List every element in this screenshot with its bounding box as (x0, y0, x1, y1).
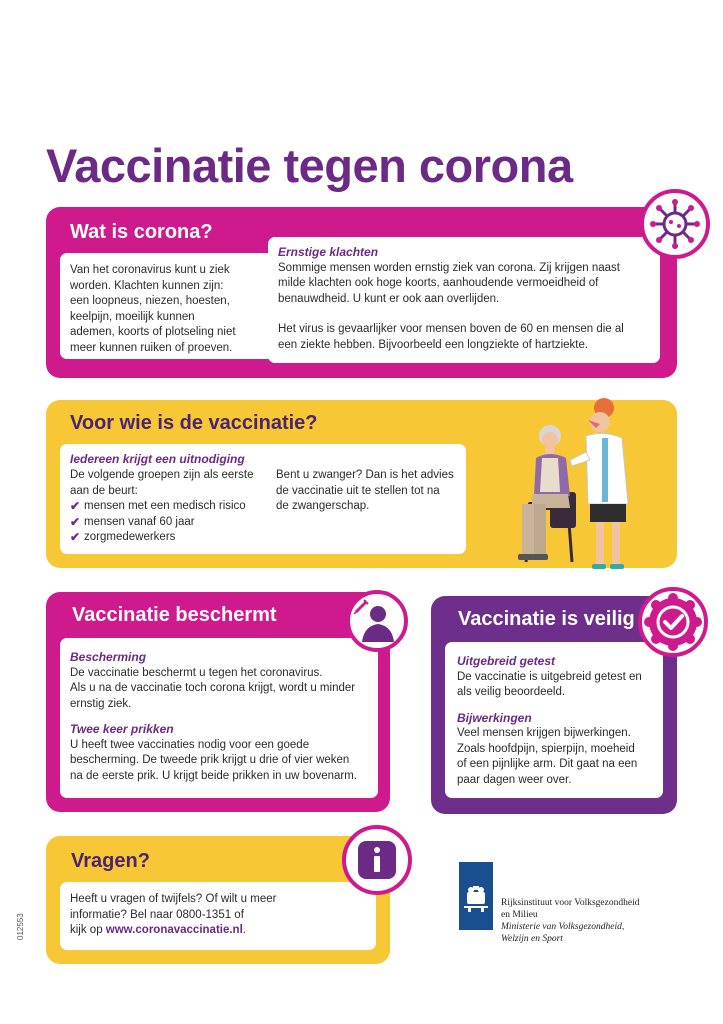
safe-heading: Vaccinatie is veilig (458, 608, 635, 630)
two-shots-line: U heeft twee vaccinaties nodig voor een goede (70, 738, 310, 751)
two-shots-line: bescherming. De tweede prik krijgt u drie of vier weken (70, 754, 350, 766)
pregnancy-line: Bent u zwanger? Dan is het advies (276, 469, 454, 481)
protection-line: ernstig ziek. (70, 697, 132, 710)
symptoms-line: ademen, koorts of plotseling niet (70, 326, 236, 338)
questions-line: informatie? Bel naar 0800-1351 of (70, 908, 244, 921)
symptoms-line: meer kunnen ruiken of proeven. (70, 341, 233, 354)
severe-line: benauwdheid. U kunt er ook aan overlijden. (278, 292, 500, 305)
protects-box (60, 638, 378, 798)
protection-subheading: Bescherming (70, 650, 147, 664)
corona-card (46, 207, 677, 378)
side-effects-line: Veel mensen krijgen bijwerkingen. (457, 727, 631, 739)
two-shots-line: na de eerste prik. U krijgt beide prikken in uw bovenarm. (70, 769, 358, 782)
groups-intro: aan de beurt: (70, 484, 138, 497)
corona-severe-box (268, 237, 660, 363)
protection-line: De vaccinatie beschermt u tegen het coronavirus. (70, 666, 323, 679)
list-item: ✔ mensen met een medisch risico (70, 499, 246, 513)
side-effects-line: Zoals hoofdpijn, spierpijn, moeheid (457, 742, 635, 755)
checkmark-seal-icon (638, 587, 708, 657)
risk-line: een ziekte hebben. Bijvoorbeeld een longziekte of hartziekte. (278, 338, 589, 351)
check-icon: ✔ (70, 514, 81, 529)
org-line: en Milieu (501, 910, 538, 920)
list-item: ✔ mensen vanaf 60 jaar (70, 514, 195, 529)
check-icon: ✔ (70, 530, 81, 544)
questions-card (46, 836, 390, 964)
document-code: 012553 (16, 913, 25, 940)
who-box (60, 444, 466, 554)
severe-line: milde klachten ook hoge koorts, aanhoudende vermoeidheid of (278, 277, 599, 289)
page-title: Vaccinatie tegen corona (46, 139, 573, 192)
questions-box (60, 882, 376, 950)
tested-line: als veilig beoordeeld. (457, 686, 566, 698)
organization-name (501, 897, 639, 945)
ministry-line: Welzijn en Sport (501, 934, 563, 944)
website-link[interactable]: www.coronavaccinatie.nl (105, 924, 243, 936)
questions-link-line: kijk op www.coronavaccinatie.nl. (70, 924, 246, 936)
vaccination-illustration (508, 392, 658, 574)
vaccinated-person-icon (346, 590, 408, 652)
tested-line: De vaccinatie is uitgebreid getest en (457, 670, 642, 683)
side-effects-line: paar dagen weer over. (457, 773, 572, 786)
virus-icon (640, 189, 710, 259)
groups-list (70, 499, 270, 546)
ministry-line: Ministerie van Volksgezondheid, (501, 922, 625, 932)
symptoms-line: een loopneus, niezen, hoesten, (70, 295, 230, 307)
questions-line: Heeft u vragen of twijfels? Of wilt u meer (70, 893, 277, 905)
corona-heading: Wat is corona? (70, 221, 213, 243)
symptoms-line: worden. Klachten kunnen zijn: (70, 279, 224, 292)
questions-heading: Vragen? (71, 850, 150, 872)
symptoms-line: Van het coronavirus kunt u ziek (70, 264, 230, 276)
check-icon: ✔ (70, 499, 81, 513)
severe-subheading: Ernstige klachten (278, 245, 379, 259)
invitation-subheading: Iedereen krijgt een uitnodiging (70, 452, 245, 466)
who-heading: Voor wie is de vaccinatie? (70, 412, 318, 434)
info-icon (342, 825, 412, 895)
side-effects-subheading: Bijwerkingen (457, 710, 532, 725)
two-shots-subheading: Twee keer prikken (70, 722, 174, 736)
risk-line: Het virus is gevaarlijker voor mensen boven de 60 en mensen die al (278, 323, 624, 335)
government-logo-icon (459, 862, 493, 930)
groups-intro: De volgende groepen zijn als eerste (70, 469, 254, 481)
severe-line: Sommige mensen worden ernstig ziek van corona. Zij krijgen naast (278, 261, 620, 274)
list-item: ✔ zorgmedewerkers (70, 530, 176, 544)
pregnancy-line: de vaccinatie uit te stellen tot na (276, 484, 440, 497)
protection-line: Als u na de vaccinatie toch corona krijgt, wordt u minder (70, 682, 356, 694)
protects-heading: Vaccinatie beschermt (72, 604, 277, 626)
org-line: Rijksinstituut voor Volksgezondheid (501, 898, 640, 908)
protects-card (46, 592, 390, 812)
symptoms-line: keelpijn, moeilijk kunnen (70, 310, 195, 323)
pregnancy-line: de zwangerschap. (276, 500, 370, 512)
safe-box (445, 642, 663, 798)
side-effects-line: of een pijnlijke arm. Dit gaat na een (457, 758, 638, 770)
tested-subheading: Uitgebreid getest (457, 654, 556, 668)
corona-symptoms-box (60, 253, 280, 359)
